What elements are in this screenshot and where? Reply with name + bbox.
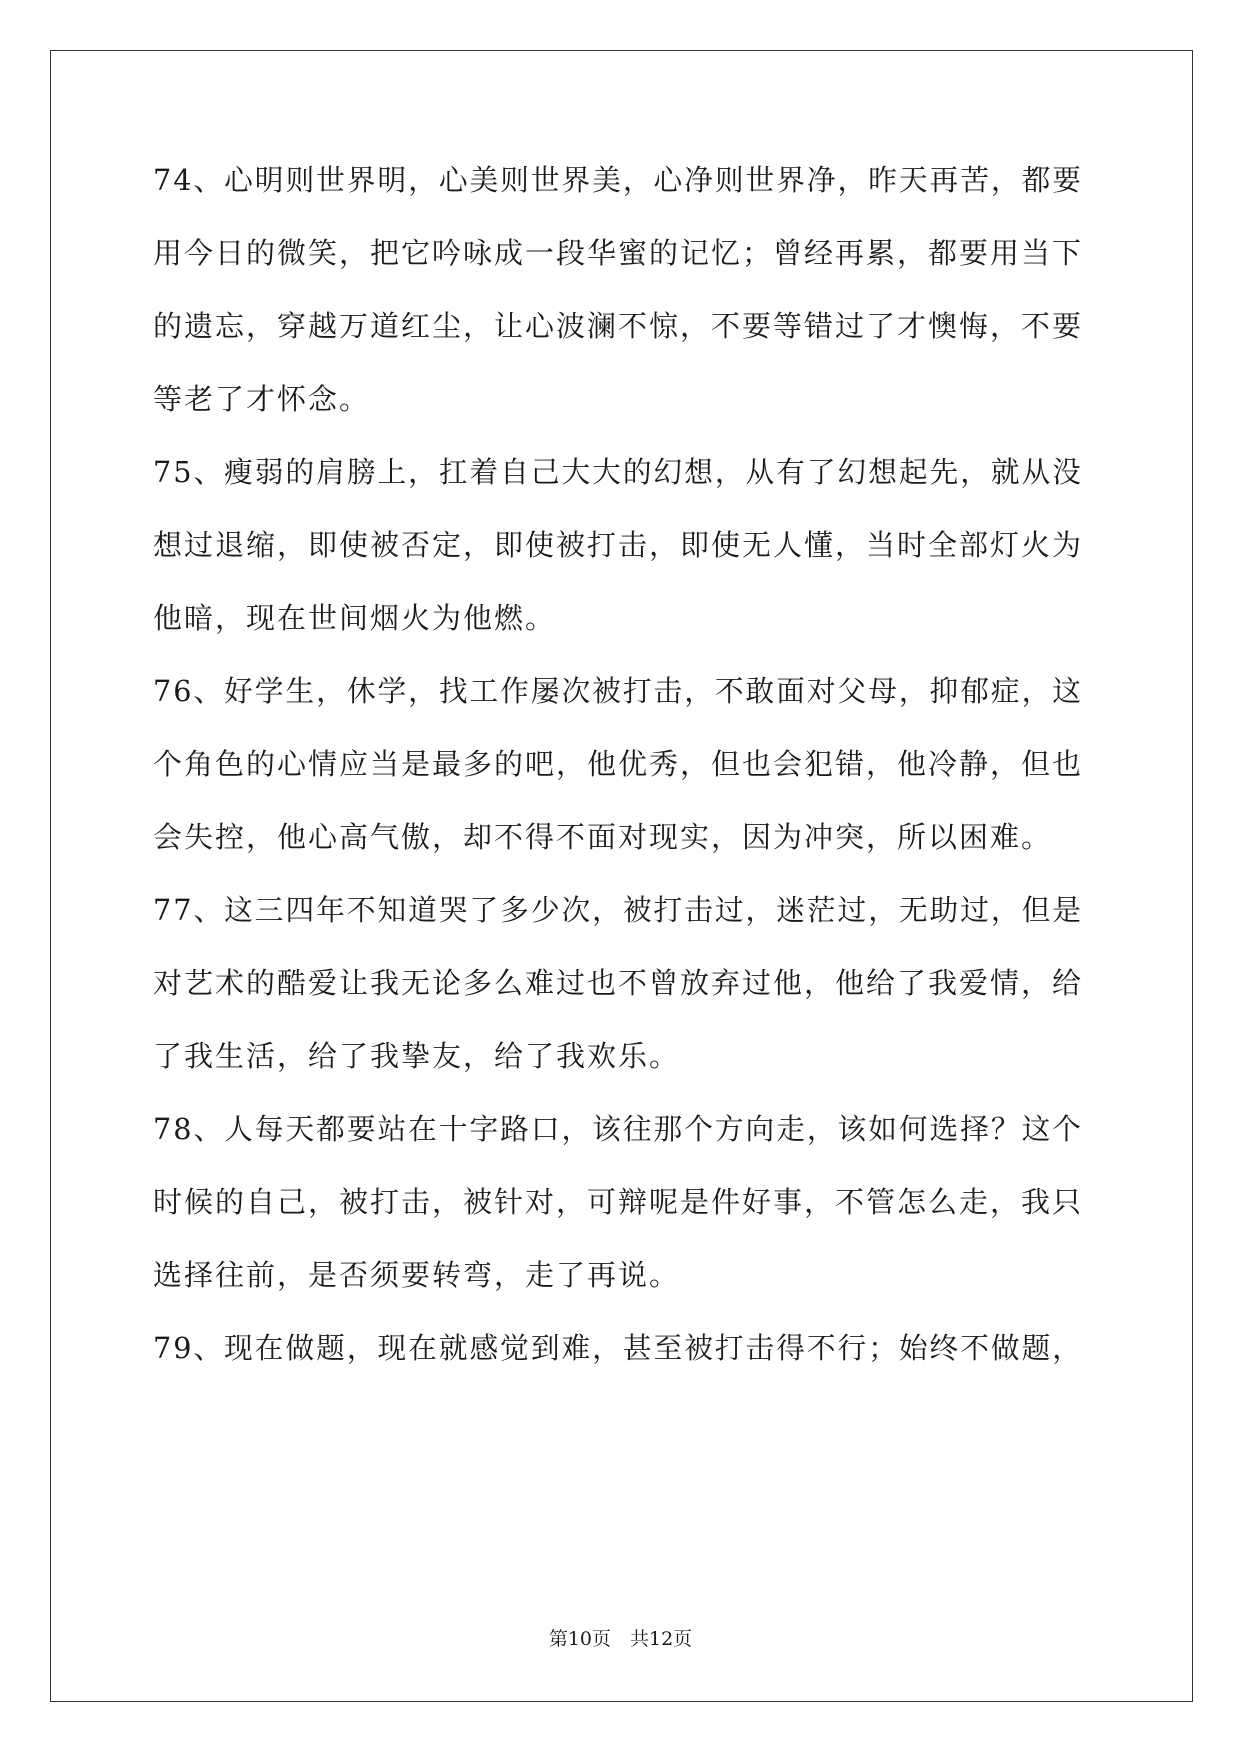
paragraph-75-line-1: 75、瘦弱的肩膀上，扛着自己大大的幻想，从有了幻想起先，就从没 — [153, 455, 1083, 489]
paragraph-76-line-2: 个角色的心情应当是最多的吧，他优秀，但也会犯错，他冷静，但也 — [153, 747, 1084, 781]
paragraph-78-line-2: 时候的自己，被打击，被针对，可辩呢是件好事，不管怎么走，我只 — [153, 1185, 1084, 1219]
page-number-footer: 第10页 共12页 — [548, 1628, 693, 1650]
paragraph-76-line-1: 76、好学生，休学，找工作屡次被打击，不敢面对父母，抑郁症，这 — [153, 674, 1083, 708]
page-border — [50, 50, 1193, 1702]
paragraph-74-line-2: 用今日的微笑，把它吟咏成一段华蜜的记忆；曾经再累，都要用当下 — [153, 236, 1084, 270]
paragraph-77-line-3: 了我生活，给了我挚友，给了我欢乐。 — [153, 1039, 681, 1073]
paragraph-77-line-1: 77、这三四年不知道哭了多少次，被打击过，迷茫过，无助过，但是 — [153, 893, 1083, 927]
paragraph-74-line-3: 的遗忘，穿越万道红尘，让心波澜不惊，不要等错过了才懊悔，不要 — [153, 309, 1084, 343]
paragraph-76-line-3: 会失控，他心高气傲，却不得不面对现实，因为冲突，所以困难。 — [153, 820, 1053, 854]
paragraph-74-line-4: 等老了才怀念。 — [153, 382, 371, 416]
paragraph-78-line-1: 78、人每天都要站在十字路口，该往那个方向走，该如何选择？这个 — [153, 1112, 1083, 1146]
paragraph-75-line-3: 他暗，现在世间烟火为他燃。 — [153, 601, 557, 635]
paragraph-79-line-1: 79、现在做题，现在就感觉到难，甚至被打击得不行；始终不做题， — [153, 1331, 1083, 1365]
paragraph-74-line-1: 74、心明则世界明，心美则世界美，心净则世界净，昨天再苦，都要 — [153, 163, 1083, 197]
paragraph-75-line-2: 想过退缩，即使被否定，即使被打击，即使无人懂，当时全部灯火为 — [153, 528, 1084, 562]
paragraph-77-line-2: 对艺术的酷爱让我无论多么难过也不曾放弃过他，他给了我爱情，给 — [153, 966, 1084, 1000]
paragraph-78-line-3: 选择往前，是否须要转弯，走了再说。 — [153, 1258, 681, 1292]
